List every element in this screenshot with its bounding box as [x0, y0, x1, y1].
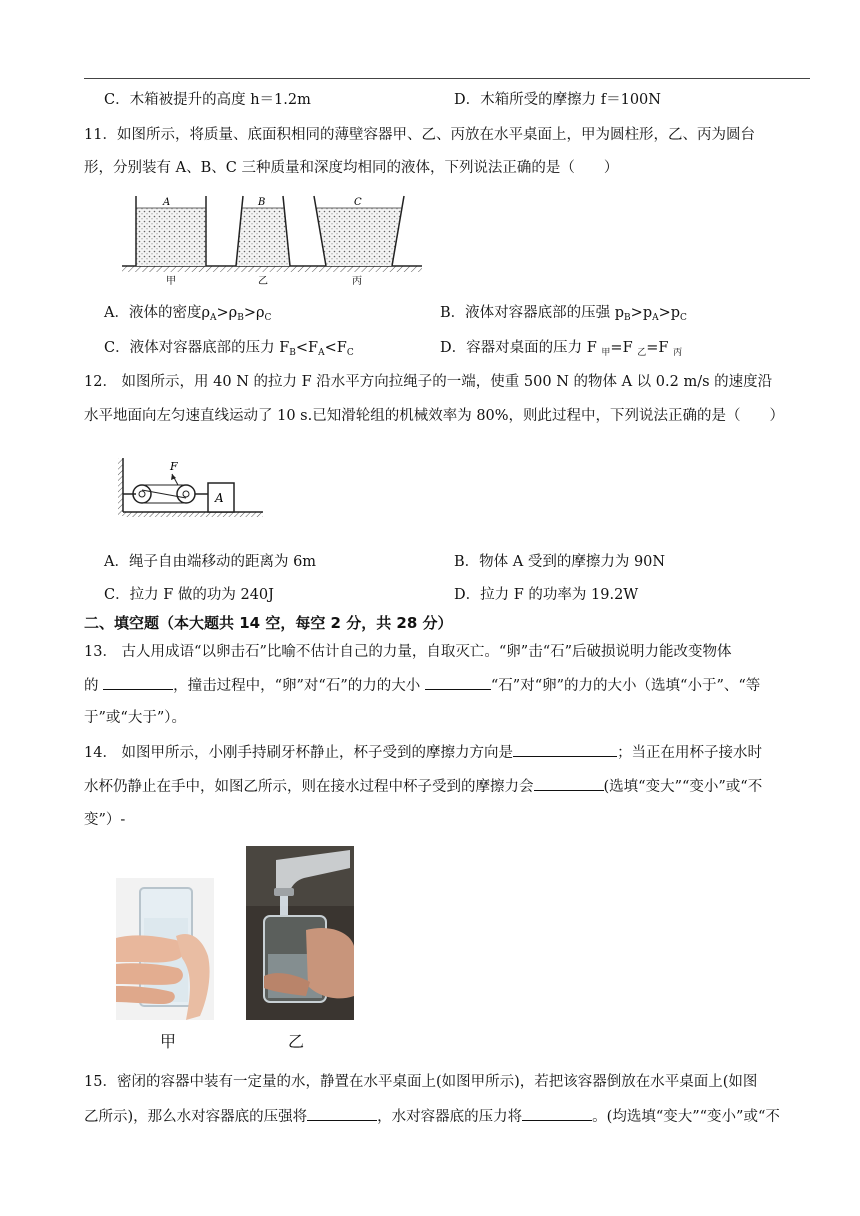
q14-text-c: 水杯仍静止在手中，如图乙所示，则在接水过程中杯子受到的摩擦力会: [84, 779, 534, 795]
q14-text-d: (选填“变大”“变小”或“不: [603, 779, 763, 795]
section-2-title: 二、填空题（本大题共 14 空，每空 2 分，共 28 分）: [84, 614, 453, 632]
q12-option-d: D．拉力 F 的功率为 19.2W: [454, 587, 639, 603]
q14-line2: [84, 776, 762, 797]
q11-stem-line2: 形，分别装有 A、B、C 三种质量和深度均相同的液体，下列说法正确的是（ ）: [84, 160, 619, 176]
block-label: A: [215, 491, 224, 505]
q13-line2: [84, 675, 760, 696]
q11-option-d: D．容器对桌面的压力 F $_甲$=F $_乙$=F $_丙$: [440, 340, 683, 358]
photo-glass-under-faucet: [246, 846, 354, 1020]
q12-stem-line2: 水平地面向左匀速直线运动了 10 s.已知滑轮组的机械效率为 80%，则此过程中，下列说法正确的是（ ）: [84, 408, 785, 424]
q13-text-a: 的: [84, 678, 104, 694]
photo-hand-holding-glass: [116, 878, 214, 1020]
q12-stem-line1: 12． 如图所示，用 40 N 的拉力 F 沿水平方向拉绳子的一端，使重 500 N 的物体 A 以 0.2 m/s 的速度沿: [84, 374, 773, 390]
q10-option-d: D．木箱所受的摩擦力 f＝100N: [454, 92, 661, 108]
q14-text-b: ；当正在用杯子接水时: [617, 745, 763, 761]
q12-option-a: A．绳子自由端移动的距离为 6m: [104, 554, 317, 570]
q14-line3: 变”）-: [84, 812, 126, 828]
q11-containers-figure: [118, 190, 430, 290]
q10-option-c: C．木箱被提升的高度 h＝1.2m: [104, 92, 311, 108]
q13-text-c: “石”对“卵”的力的大小（选填“小于”、“等: [490, 678, 761, 694]
q15-text-c: 。(均选填“变大”“变小”或“不: [592, 1109, 780, 1125]
photo-label-yi: 乙: [288, 1032, 305, 1051]
q12-option-c: C．拉力 F 做的功为 240J: [104, 587, 274, 603]
q15-text-a: 乙所示)，那么水对容器底的压强将: [84, 1109, 308, 1125]
liquid-label-b: B: [258, 197, 266, 208]
q15-blank-1[interactable]: [307, 1106, 377, 1121]
container-name-jia: 甲: [166, 276, 176, 287]
liquid-label-c: C: [354, 197, 362, 208]
q14-line1: [84, 742, 762, 763]
photo-label-jia: 甲: [160, 1032, 177, 1051]
liquid-label-a: A: [163, 197, 171, 208]
q12-option-b: B．物体 A 受到的摩擦力为 90N: [454, 554, 666, 570]
q15-text-b: ，水对容器底的压力将: [377, 1109, 523, 1125]
q14-text-a: 14． 如图甲所示，小刚手持刷牙杯静止，杯子受到的摩擦力方向是: [84, 745, 514, 761]
q12-pulley-figure: [116, 454, 266, 524]
q14-blank-2[interactable]: [534, 776, 604, 791]
q11-stem-line1: 11．如图所示，将质量、底面积相同的薄壁容器甲、乙、丙放在水平桌面上，甲为圆柱形，乙、丙为圆台: [84, 127, 755, 143]
force-label: F: [170, 460, 178, 473]
container-jia: [136, 196, 206, 266]
q15-line1: 15．密闭的容器中装有一定量的水，静置在水平桌面上(如图甲所示)，若把该容器倒放在水平桌面上(如图: [84, 1074, 758, 1090]
q15-line2: [84, 1106, 780, 1127]
container-name-bing: 丙: [352, 276, 362, 287]
header-divider: [84, 78, 810, 79]
q11-option-b: B．液体对容器底部的压强 $p_B>p_A>p_C$: [440, 305, 687, 323]
q13-line1: 13． 古人用成语“以卵击石”比喻不估计自己的力量，自取灭亡。“卵”击“石”后破损说明力能改变物体: [84, 644, 732, 660]
q11-option-c: C．液体对容器底部的压力 $F_B<F_A<F_C$: [104, 340, 354, 358]
q13-blank-2[interactable]: [425, 675, 491, 690]
q13-blank-1[interactable]: [103, 675, 173, 690]
container-name-yi: 乙: [258, 276, 268, 287]
q11-option-a: A．液体的密度$\rho_A>\rho_B>\rho_C$: [104, 305, 272, 323]
q15-blank-2[interactable]: [522, 1106, 592, 1121]
q13-text-b: ，撞击过程中，“卵”对“石”的力的大小: [173, 678, 425, 694]
q13-line3: 于”或“大于”）。: [84, 710, 186, 726]
q14-blank-1[interactable]: [513, 742, 617, 757]
